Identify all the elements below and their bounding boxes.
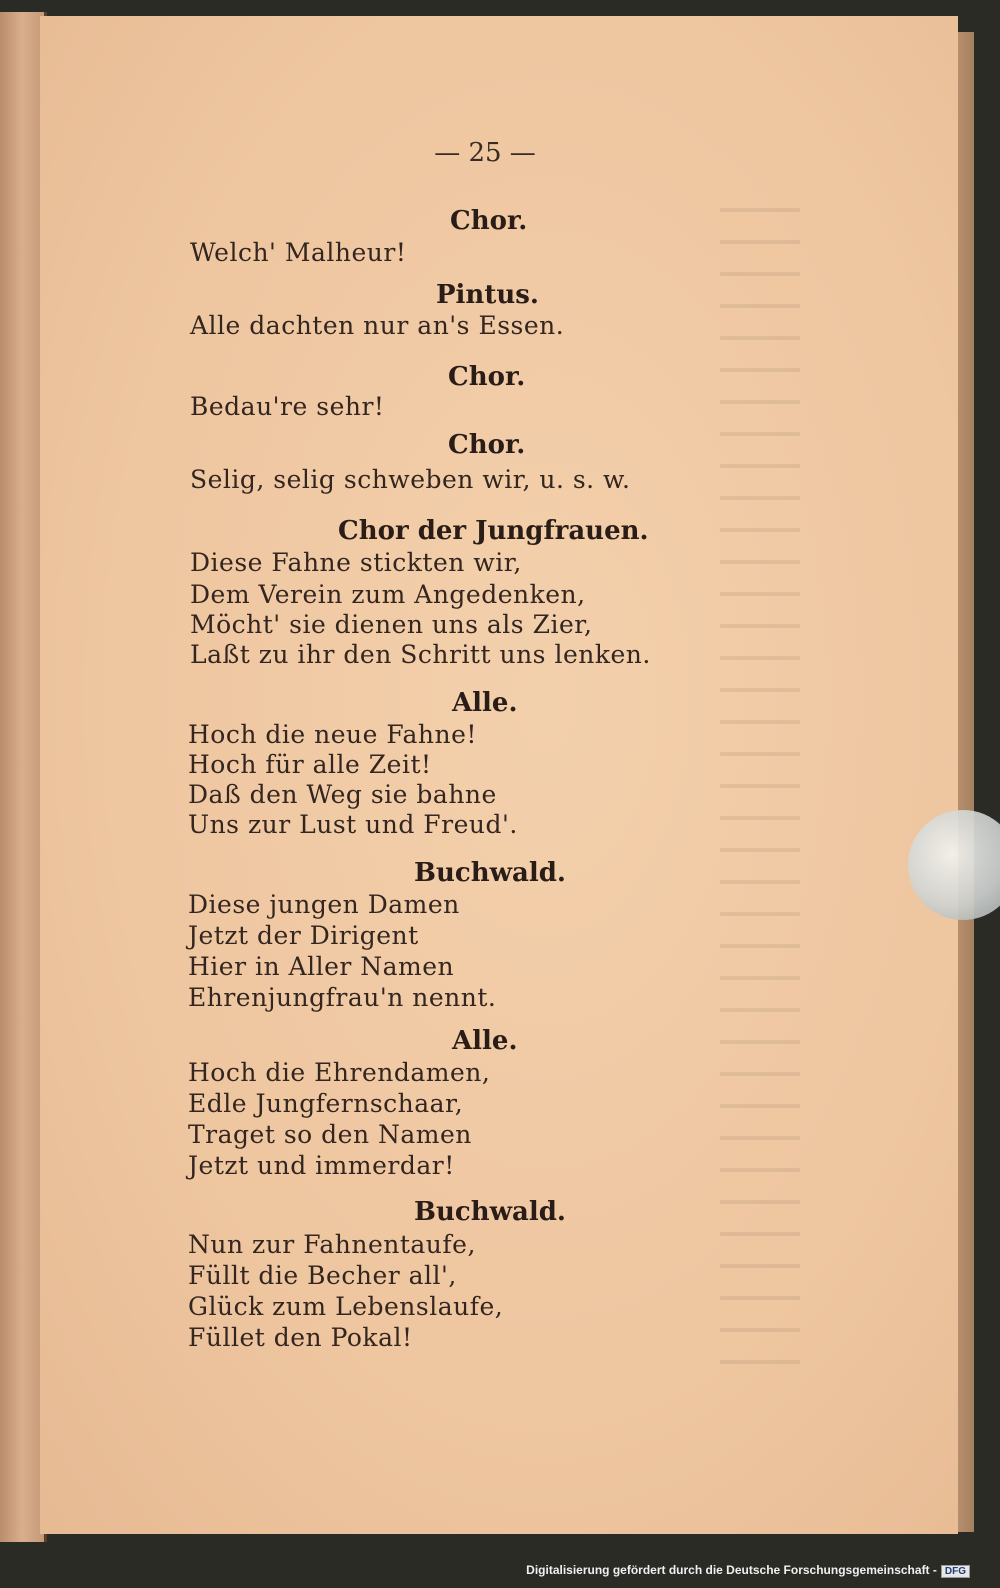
verse-line: Füllt die Becher all', [188, 1261, 457, 1290]
speaker-heading: Chor. [450, 206, 528, 236]
verse-line: Traget so den Namen [188, 1120, 472, 1149]
speaker-heading: Chor der Jungfrauen. [338, 516, 649, 546]
speaker-heading: Alle. [452, 688, 518, 718]
verse-line: Nun zur Fahnentaufe, [188, 1230, 476, 1259]
verse-line: Füllet den Pokal! [188, 1323, 413, 1352]
verse-line: Hoch die Ehrendamen, [188, 1058, 491, 1087]
verse-line: Alle dachten nur an's Essen. [190, 311, 565, 340]
verse-line: Jetzt und immerdar! [188, 1151, 455, 1180]
speaker-heading: Chor. [448, 430, 526, 460]
speaker-heading: Chor. [448, 362, 526, 392]
verse-line: Diese Fahne stickten wir, [190, 548, 522, 577]
speaker-heading: Buchwald. [414, 858, 566, 888]
page-number: — 25 — [434, 138, 536, 168]
verse-line: Selig, selig schweben wir, u. s. w. [190, 465, 631, 494]
verse-line: Ehrenjungfrau'n nennt. [188, 983, 497, 1012]
verse-line: Diese jungen Damen [188, 890, 460, 919]
speaker-heading: Alle. [452, 1026, 518, 1056]
speaker-heading: Buchwald. [414, 1197, 566, 1227]
verse-line: Hoch die neue Fahne! [188, 720, 477, 749]
dfg-logo: DFG [941, 1565, 970, 1578]
verse-line: Daß den Weg sie bahne [188, 780, 497, 809]
verse-line: Glück zum Lebenslaufe, [188, 1292, 504, 1321]
verse-line: Welch' Malheur! [190, 238, 407, 267]
verse-line: Laßt zu ihr den Schritt uns lenken. [190, 640, 651, 669]
verse-line: Bedau're sehr! [190, 392, 385, 421]
verse-line: Uns zur Lust und Freud'. [188, 810, 518, 839]
footer-credit [526, 1563, 970, 1578]
verse-line: Möcht' sie dienen uns als Zier, [190, 610, 593, 639]
speaker-heading: Pintus. [436, 280, 539, 310]
verse-line: Hier in Aller Namen [188, 952, 455, 981]
verse-line: Dem Verein zum Angedenken, [190, 580, 586, 609]
verse-line: Edle Jungfernschaar, [188, 1089, 464, 1118]
verse-line: Jetzt der Dirigent [188, 921, 419, 950]
footer-text: Digitalisierung gefördert durch die Deutsche Forschungsgemeinschaft - [526, 1563, 937, 1577]
verse-line: Hoch für alle Zeit! [188, 750, 432, 779]
